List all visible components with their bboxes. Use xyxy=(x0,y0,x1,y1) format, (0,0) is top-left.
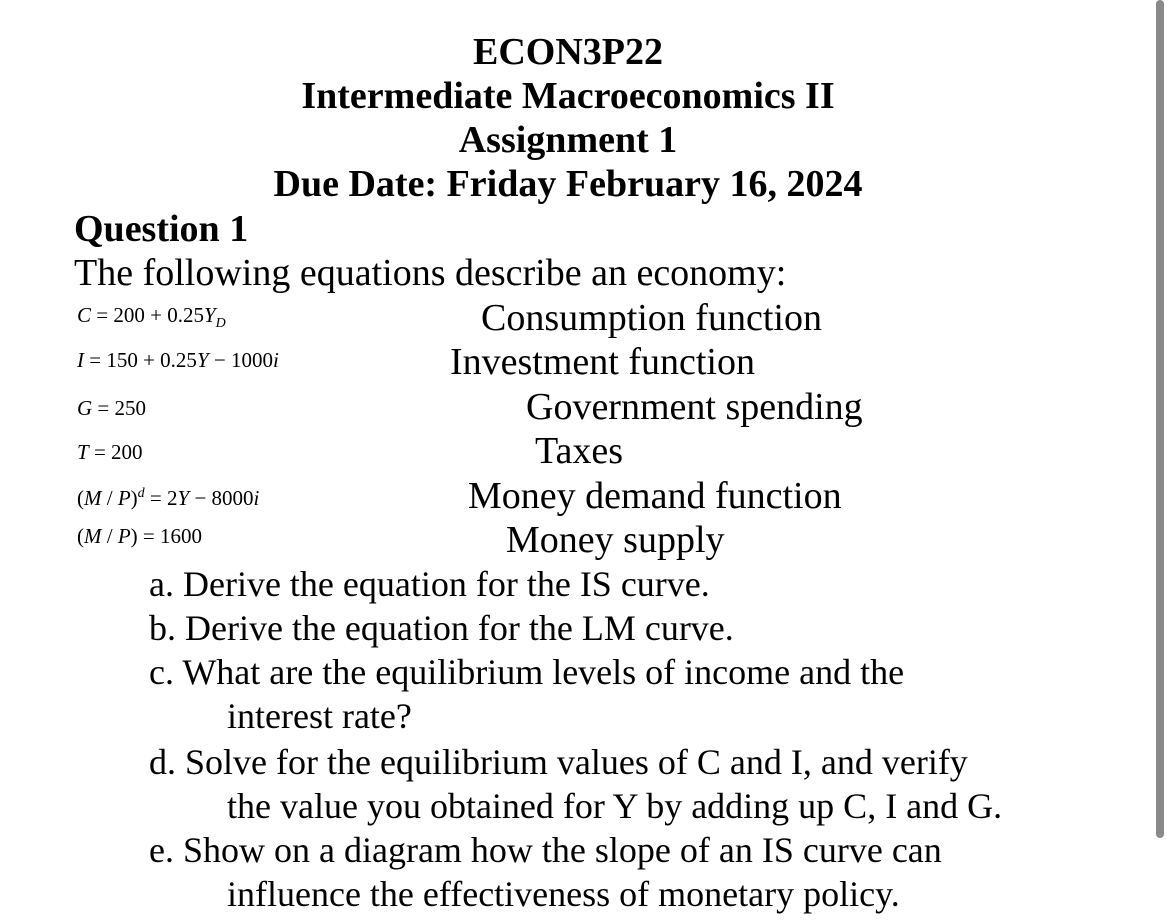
assignment-title: Assignment 1 xyxy=(458,119,678,161)
equation-label-money-supply: Money supply xyxy=(506,519,725,561)
question-item-a xyxy=(149,562,710,606)
question-item-d xyxy=(149,740,1002,828)
equation-money-demand: (M / P)$^d$ = 2Y − 8000i xyxy=(77,486,260,510)
equation-label-money-demand: Money demand function xyxy=(468,475,842,517)
question-item-b xyxy=(149,606,734,650)
equation-investment: I = 150 + 0.25Y − 1000i xyxy=(77,348,279,372)
due-date: Due Date: Friday February 16, 2024 xyxy=(273,163,863,205)
question-item-a-text: a. Derive the equation for the IS curve. xyxy=(149,564,710,604)
question-item-d-text: d. Solve for the equilibrium values of C and I, and verify xyxy=(149,742,968,782)
equation-label-government: Government spending xyxy=(526,386,863,428)
question-intro: The following equations describe an economy: xyxy=(74,252,787,294)
question-item-b-text: b. Derive the equation for the LM curve. xyxy=(149,608,734,648)
question-item-e xyxy=(149,828,942,916)
question-heading: Question 1 xyxy=(74,208,249,250)
equation-money-supply: (M / P) = 1600 xyxy=(77,524,203,548)
equation-label-taxes: Taxes xyxy=(535,430,624,472)
equation-consumption: $C = 200 + 0.25Y_D$ xyxy=(77,303,226,332)
question-item-d-continuation: the value you obtained for Y by adding up C, I and G. xyxy=(227,786,1003,826)
course-title: Intermediate Macroeconomics II xyxy=(301,75,835,117)
question-item-c xyxy=(149,650,904,738)
question-item-c-text: c. What are the equilibrium levels of income and the xyxy=(149,652,905,692)
equation-label-investment: Investment function xyxy=(450,341,755,383)
question-item-e-continuation: influence the effectiveness of monetary policy. xyxy=(227,874,900,914)
question-item-e-text: e. Show on a diagram how the slope of an IS curve can xyxy=(149,830,942,870)
equation-taxes: T = 200 xyxy=(77,440,143,464)
vertical-scrollbar[interactable] xyxy=(1156,0,1164,838)
course-code: ECON3P22 xyxy=(473,31,663,73)
question-item-c-continuation: interest rate? xyxy=(227,696,412,736)
equation-label-consumption: Consumption function xyxy=(481,297,822,339)
equation-government: G = 250 xyxy=(77,396,147,420)
